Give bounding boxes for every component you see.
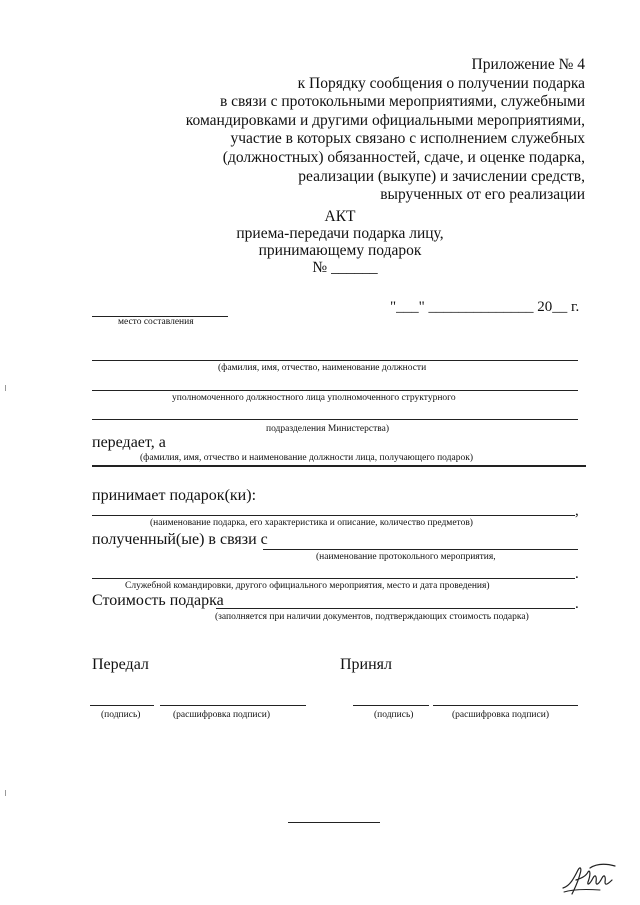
appendix-line: к Порядку сообщения о получении подарка [297,74,585,92]
appendix-line: в связи с протокольными мероприятиями, служебными [219,93,585,111]
recipient-signature-line [353,705,429,706]
date-field: "___" ______________ 20__ г. [390,299,580,315]
transferor-caption-1: (фамилия, имя, отчество, наименование должности [218,363,427,373]
gift-caption: (наименование подарка, его характеристика и описание, количество предметов) [150,518,473,528]
recipient-caption: (фамилия, имя, отчество и наименование должности лица, получающего подарок) [140,453,473,463]
appendix-header [186,56,585,205]
event-line-period: . [575,566,579,582]
event-line-1 [263,549,578,550]
recipient-decoding-caption: (расшифровка подписи) [452,710,549,720]
act-title: АКТ [324,208,356,225]
event-line-2 [92,578,575,579]
transferor-caption-3: подразделения Министерства) [266,424,390,434]
recipient-line [92,465,586,467]
gift-line-comma: , [575,503,579,519]
appendix-line: (должностных) обязанностей, сдаче, и оценке подарка, [222,148,585,166]
transferor-caption-2: уполномоченного должностного лица уполномоченного структурного [172,393,456,403]
transferred-label: Передал [92,656,149,673]
recipient-signature-caption: (подпись) [374,710,414,720]
appendix-line: участие в которых связано с исполнением служебных [230,130,585,148]
cost-line-period: . [575,596,579,612]
event-caption-2: Служебной командировки, другого официального мероприятия, место и дата проведения) [125,581,490,591]
handwritten-signature [560,858,618,898]
appendix-line: командировками и другими официальными мероприятиями, [185,111,585,129]
appendix-line: вырученных от его реализации [380,186,585,204]
cost-label: Стоимость подарка [92,592,224,609]
transferor-signature-line [90,705,154,706]
transferor-line-1 [92,360,578,361]
transferor-decoding-line [160,705,306,706]
received-label: полученный(ые) в связи с [92,531,268,548]
act-title-block [175,208,505,276]
event-caption: (наименование протокольного мероприятия, [316,552,496,562]
appendix-line: Приложение № 4 [471,56,585,73]
act-subtitle-line1: приема-передачи подарка лицу, [236,225,444,242]
cost-line [216,608,575,609]
transferor-decoding-caption: (расшифровка подписи) [173,710,270,720]
transferor-line-3 [92,419,578,420]
closing-rule [288,822,380,823]
act-subtitle-line2: принимающему подарок [258,242,422,259]
accepted-label: Принял [340,656,393,673]
transferor-signature-caption: (подпись) [101,710,141,720]
gift-line [92,515,575,516]
appendix-line: реализации (выкупе) и зачислении средств, [298,167,585,185]
accepts-gift-label: принимает подарок(ки): [92,487,257,504]
transfers-label: передает, а [92,434,166,451]
recipient-decoding-line [433,705,578,706]
act-number: № ______ [312,259,378,276]
place-caption: место составления [118,317,194,327]
cost-caption: (заполняется при наличии документов, подтверждающих стоимость подарка) [215,612,529,622]
scan-mark [5,790,6,796]
transferor-line-2 [92,390,578,391]
scan-mark [5,385,6,391]
